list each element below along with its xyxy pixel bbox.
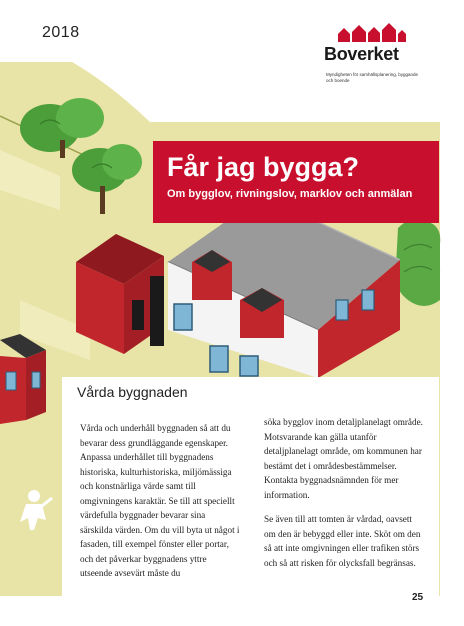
page-subtitle: Om bygglov, rivningslov, marklov och anmälan (167, 188, 413, 200)
right-hedge (395, 219, 440, 306)
logo-wordmark: Boverket (324, 44, 399, 64)
logo-roofs-icon (336, 22, 408, 42)
paragraph: Vårda och underhåll byggnaden så att du bevarar dess grundläggande egenskaper. Anpassa underhållet till byggnadens historiska, kulturhistoriska, miljömässiga och konstnärliga värde samt till omgivningens karaktär. Se till att speciellt värdefulla byggnader bevarar sina särskilda värden. Om du vill byta ut något i fasaden, till exempel fönster eller portar, och det påverkar byggnadens yttre utseende avsevärt måste du (80, 423, 240, 578)
paragraph: Se även till att tomten är vårdad, oavsett om den är bebyggd eller inte. Sköt om den så att inte omgivningen eller trafiken störs och så att risken för olycksfall begränsas. (264, 514, 421, 568)
text-panel (62, 377, 439, 597)
window (174, 304, 192, 330)
door (132, 300, 144, 330)
page-title: Får jag bygga? (167, 152, 360, 182)
text-column-right (264, 415, 424, 570)
boverket-logo (324, 22, 424, 94)
window (336, 300, 348, 320)
window (210, 346, 228, 372)
logo-tagline: Myndigheten för samhällsplanering, byggande och boende (326, 72, 419, 83)
window (240, 356, 258, 376)
text-column-left (80, 421, 240, 581)
paragraph: söka bygglov inom detaljplanelagt område. Motsvarande kan gälla utanför detaljplanelagt område, om kommunen har bestämt det i områdesbestämmelser. Kontakta byggnadsnämnden för mer information. (264, 417, 423, 500)
year-label: 2018 (42, 24, 80, 41)
section-heading: Vårda byggnaden (77, 384, 188, 400)
title-banner (153, 141, 439, 223)
window (362, 290, 374, 310)
page-number: 25 (412, 592, 424, 603)
